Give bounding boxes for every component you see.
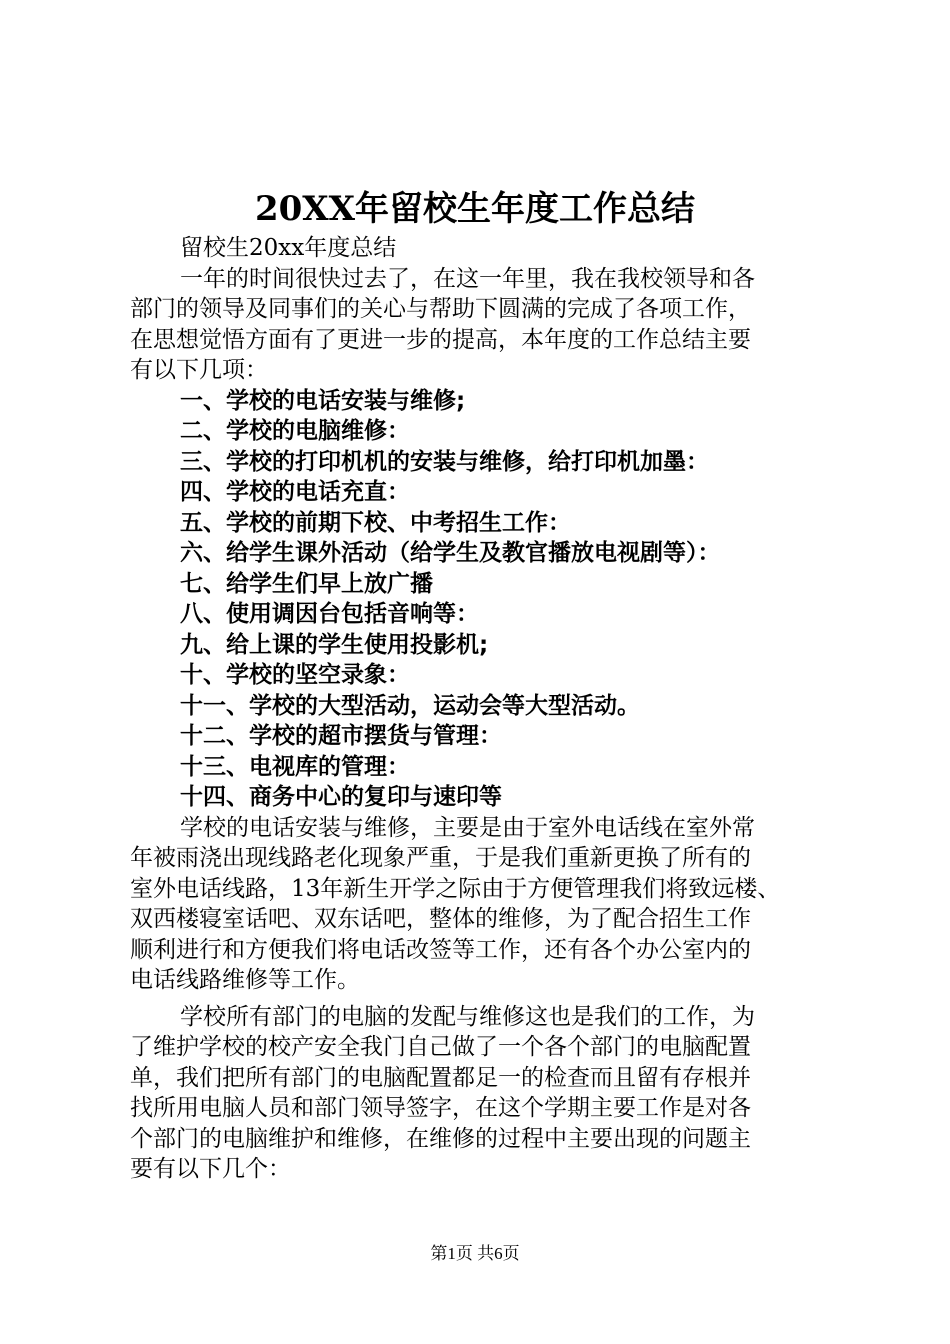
work-item: 七、给学生们早上放广播	[180, 570, 433, 597]
document-subtitle: 留校生20xx年度总结	[180, 235, 397, 261]
paragraph-line: 顺利进行和方便我们将电话改签等工作，还有各个办公室内的	[130, 936, 751, 963]
paragraph-line: 要有以下几个：	[130, 1156, 291, 1182]
intro-line: 一年的时间很快过去了，在这一年里，我在我校领导和各	[180, 265, 755, 292]
paragraph-line: 室外电话线路，13年新生开学之际由于方便管理我们将致远楼、	[130, 875, 781, 902]
work-item: 十四、商务中心的复印与速印等	[180, 784, 502, 810]
paragraph-line: 学校所有部门的电脑的发配与维修这也是我们的工作，为	[180, 1003, 755, 1030]
document-body	[130, 233, 830, 1185]
work-item: 十二、学校的超市摆货与管理：	[180, 723, 502, 749]
paragraph-line: 找所用电脑人员和部门领导签字，在这个学期主要工作是对各	[130, 1095, 751, 1121]
work-item: 一、学校的电话安装与维修;	[180, 387, 466, 414]
paragraph-line: 年被雨浇出现线路老化现象严重，于是我们重新更换了所有的	[130, 845, 751, 871]
page-number-footer: 第1页 共6页	[430, 1244, 520, 1263]
work-item: 三、学校的打印机机的安装与维修，给打印机加墨：	[180, 448, 709, 475]
document-title: 20XX年留校生年度工作总结	[254, 189, 696, 229]
work-item-list	[130, 386, 830, 813]
paragraph-line: 个部门的电脑维护和维修，在维修的过程中主要出现的问题主	[130, 1125, 751, 1152]
paragraph-line: 电话线路维修等工作。	[130, 967, 360, 993]
work-item: 六、给学生课外活动（给学生及教官播放电视剧等）：	[180, 540, 721, 566]
paragraph-line: 单，我们把所有部门的电脑配置都足一的检查而且留有存根并	[130, 1064, 751, 1091]
paragraph-line: 学校的电话安装与维修，主要是由于室外电话线在室外常	[180, 814, 755, 841]
work-item: 十三、电视库的管理：	[180, 753, 410, 780]
work-item: 二、学校的电脑维修：	[180, 418, 410, 444]
intro-line: 有以下几项：	[130, 357, 268, 383]
work-item: 十一、学校的大型活动，运动会等大型活动。	[180, 692, 640, 719]
intro-paragraph	[130, 264, 830, 386]
work-item: 五、学校的前期下校、中考招生工作：	[180, 509, 571, 536]
paragraph-line: 了维护学校的校产安全我门自己做了一个各个部门的电脑配置	[130, 1034, 751, 1060]
paragraph-telephone	[130, 813, 830, 996]
work-item: 十、学校的坚空录象：	[180, 662, 410, 688]
work-item: 九、给上课的学生使用投影机;	[180, 631, 489, 658]
intro-line: 在思想觉悟方面有了更进一步的提高，本年度的工作总结主要	[130, 326, 751, 353]
intro-line: 部门的领导及同事们的关心与帮助下圆满的完成了各项工作，	[130, 296, 751, 322]
paragraph-line: 双西楼寝室话吧、双东话吧，整体的维修，为了配合招生工作	[130, 906, 751, 932]
work-item: 八、使用调因台包括音响等：	[180, 601, 479, 627]
paragraph-computer	[130, 1002, 830, 1185]
work-item: 四、学校的电话充直：	[180, 479, 410, 505]
